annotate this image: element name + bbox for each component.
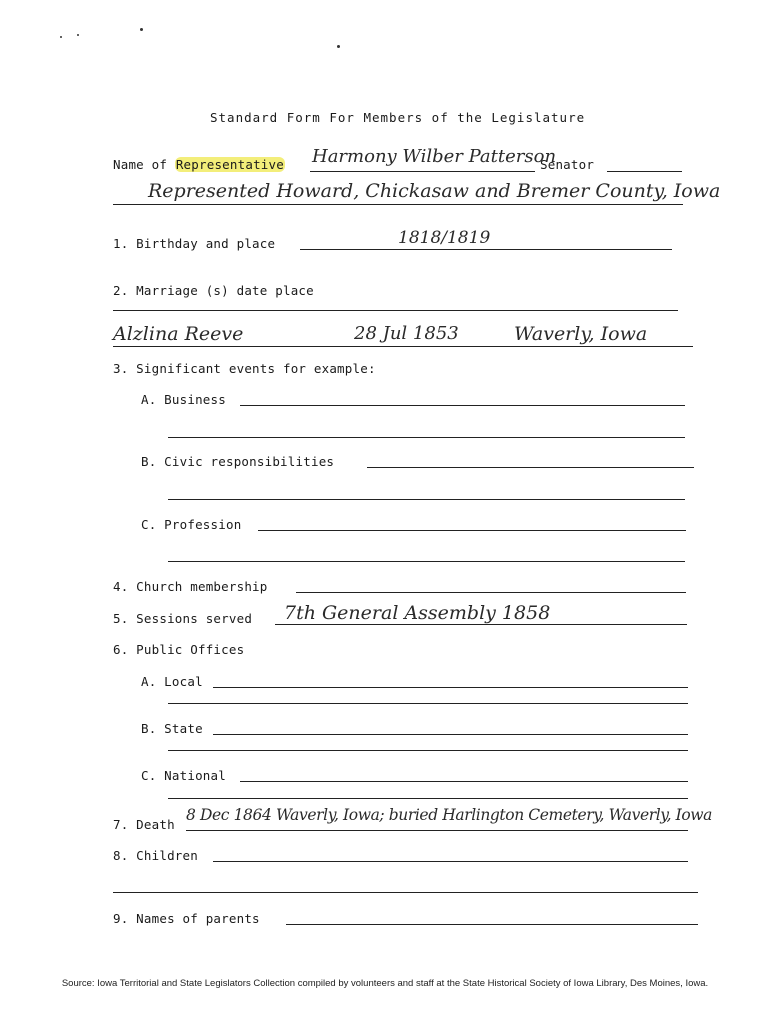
name-label [113, 157, 285, 172]
name-line [310, 171, 535, 172]
scan-speck [140, 28, 143, 31]
local-line-2 [168, 703, 688, 704]
national-line-2 [168, 798, 688, 799]
scan-speck [77, 34, 79, 36]
national-label: C. National [141, 768, 226, 783]
scan-speck [337, 45, 340, 48]
state-line-2 [168, 750, 688, 751]
business-label: A. Business [141, 392, 226, 407]
children-label: 8. Children [113, 848, 198, 863]
marriage-label: 2. Marriage (s) date place [113, 283, 314, 298]
form-title: Standard Form For Members of the Legislature [210, 110, 586, 125]
senator-line [607, 171, 682, 172]
senator-label: Senator [540, 157, 595, 172]
represented-line [113, 204, 683, 205]
public-offices-label: 6. Public Offices [113, 642, 245, 657]
source-caption: Source: Iowa Territorial and State Legislators Collection compiled by volunteers and staff at the State Historical Society of Iowa Library, Des Moines, Iowa. [61, 978, 709, 989]
business-line-1 [240, 405, 685, 406]
local-line-1 [213, 687, 688, 688]
civic-line-1 [367, 467, 694, 468]
represented-counties-handwritten: Represented Howard, Chickasaw and Bremer County, Iowa [148, 180, 721, 202]
state-label: B. State [141, 721, 203, 736]
church-label: 4. Church membership [113, 579, 268, 594]
birthday-label: 1. Birthday and place [113, 236, 276, 251]
representative-name-handwritten: Harmony Wilber Patterson [312, 146, 557, 167]
marriage-line-1 [113, 310, 678, 311]
profession-label: C. Profession [141, 517, 242, 532]
events-label: 3. Significant events for example: [113, 361, 376, 376]
sessions-line [275, 624, 687, 625]
birthday-line [300, 249, 672, 250]
parents-label: 9. Names of parents [113, 911, 260, 926]
death-line [186, 830, 688, 831]
death-label: 7. Death [113, 817, 175, 832]
sessions-label: 5. Sessions served [113, 611, 253, 626]
church-line [296, 592, 686, 593]
parents-line [286, 924, 698, 925]
civic-line-2 [168, 499, 685, 500]
marriage-line-2 [113, 346, 693, 347]
profession-line-2 [168, 561, 685, 562]
business-line-2 [168, 437, 685, 438]
children-line-2 [113, 892, 698, 893]
marriage-place-handwritten: Waverly, Iowa [514, 323, 648, 345]
representative-highlight: Representative [175, 157, 284, 172]
children-line-1 [213, 861, 688, 862]
scan-speck [60, 36, 62, 38]
birthday-handwritten: 1818/1819 [398, 228, 491, 248]
death-handwritten: 8 Dec 1864 Waverly, Iowa; buried Harlington Cemetery, Waverly, Iowa [186, 806, 713, 824]
state-line-1 [213, 734, 688, 735]
local-label: A. Local [141, 674, 203, 689]
sessions-handwritten: 7th General Assembly 1858 [284, 602, 551, 624]
name-label-prefix: Name of [113, 157, 175, 172]
national-line-1 [240, 781, 688, 782]
civic-label: B. Civic responsibilities [141, 454, 335, 469]
profession-line-1 [258, 530, 686, 531]
marriage-spouse-handwritten: Alzlina Reeve [113, 323, 244, 345]
marriage-date-handwritten: 28 Jul 1853 [354, 323, 459, 344]
